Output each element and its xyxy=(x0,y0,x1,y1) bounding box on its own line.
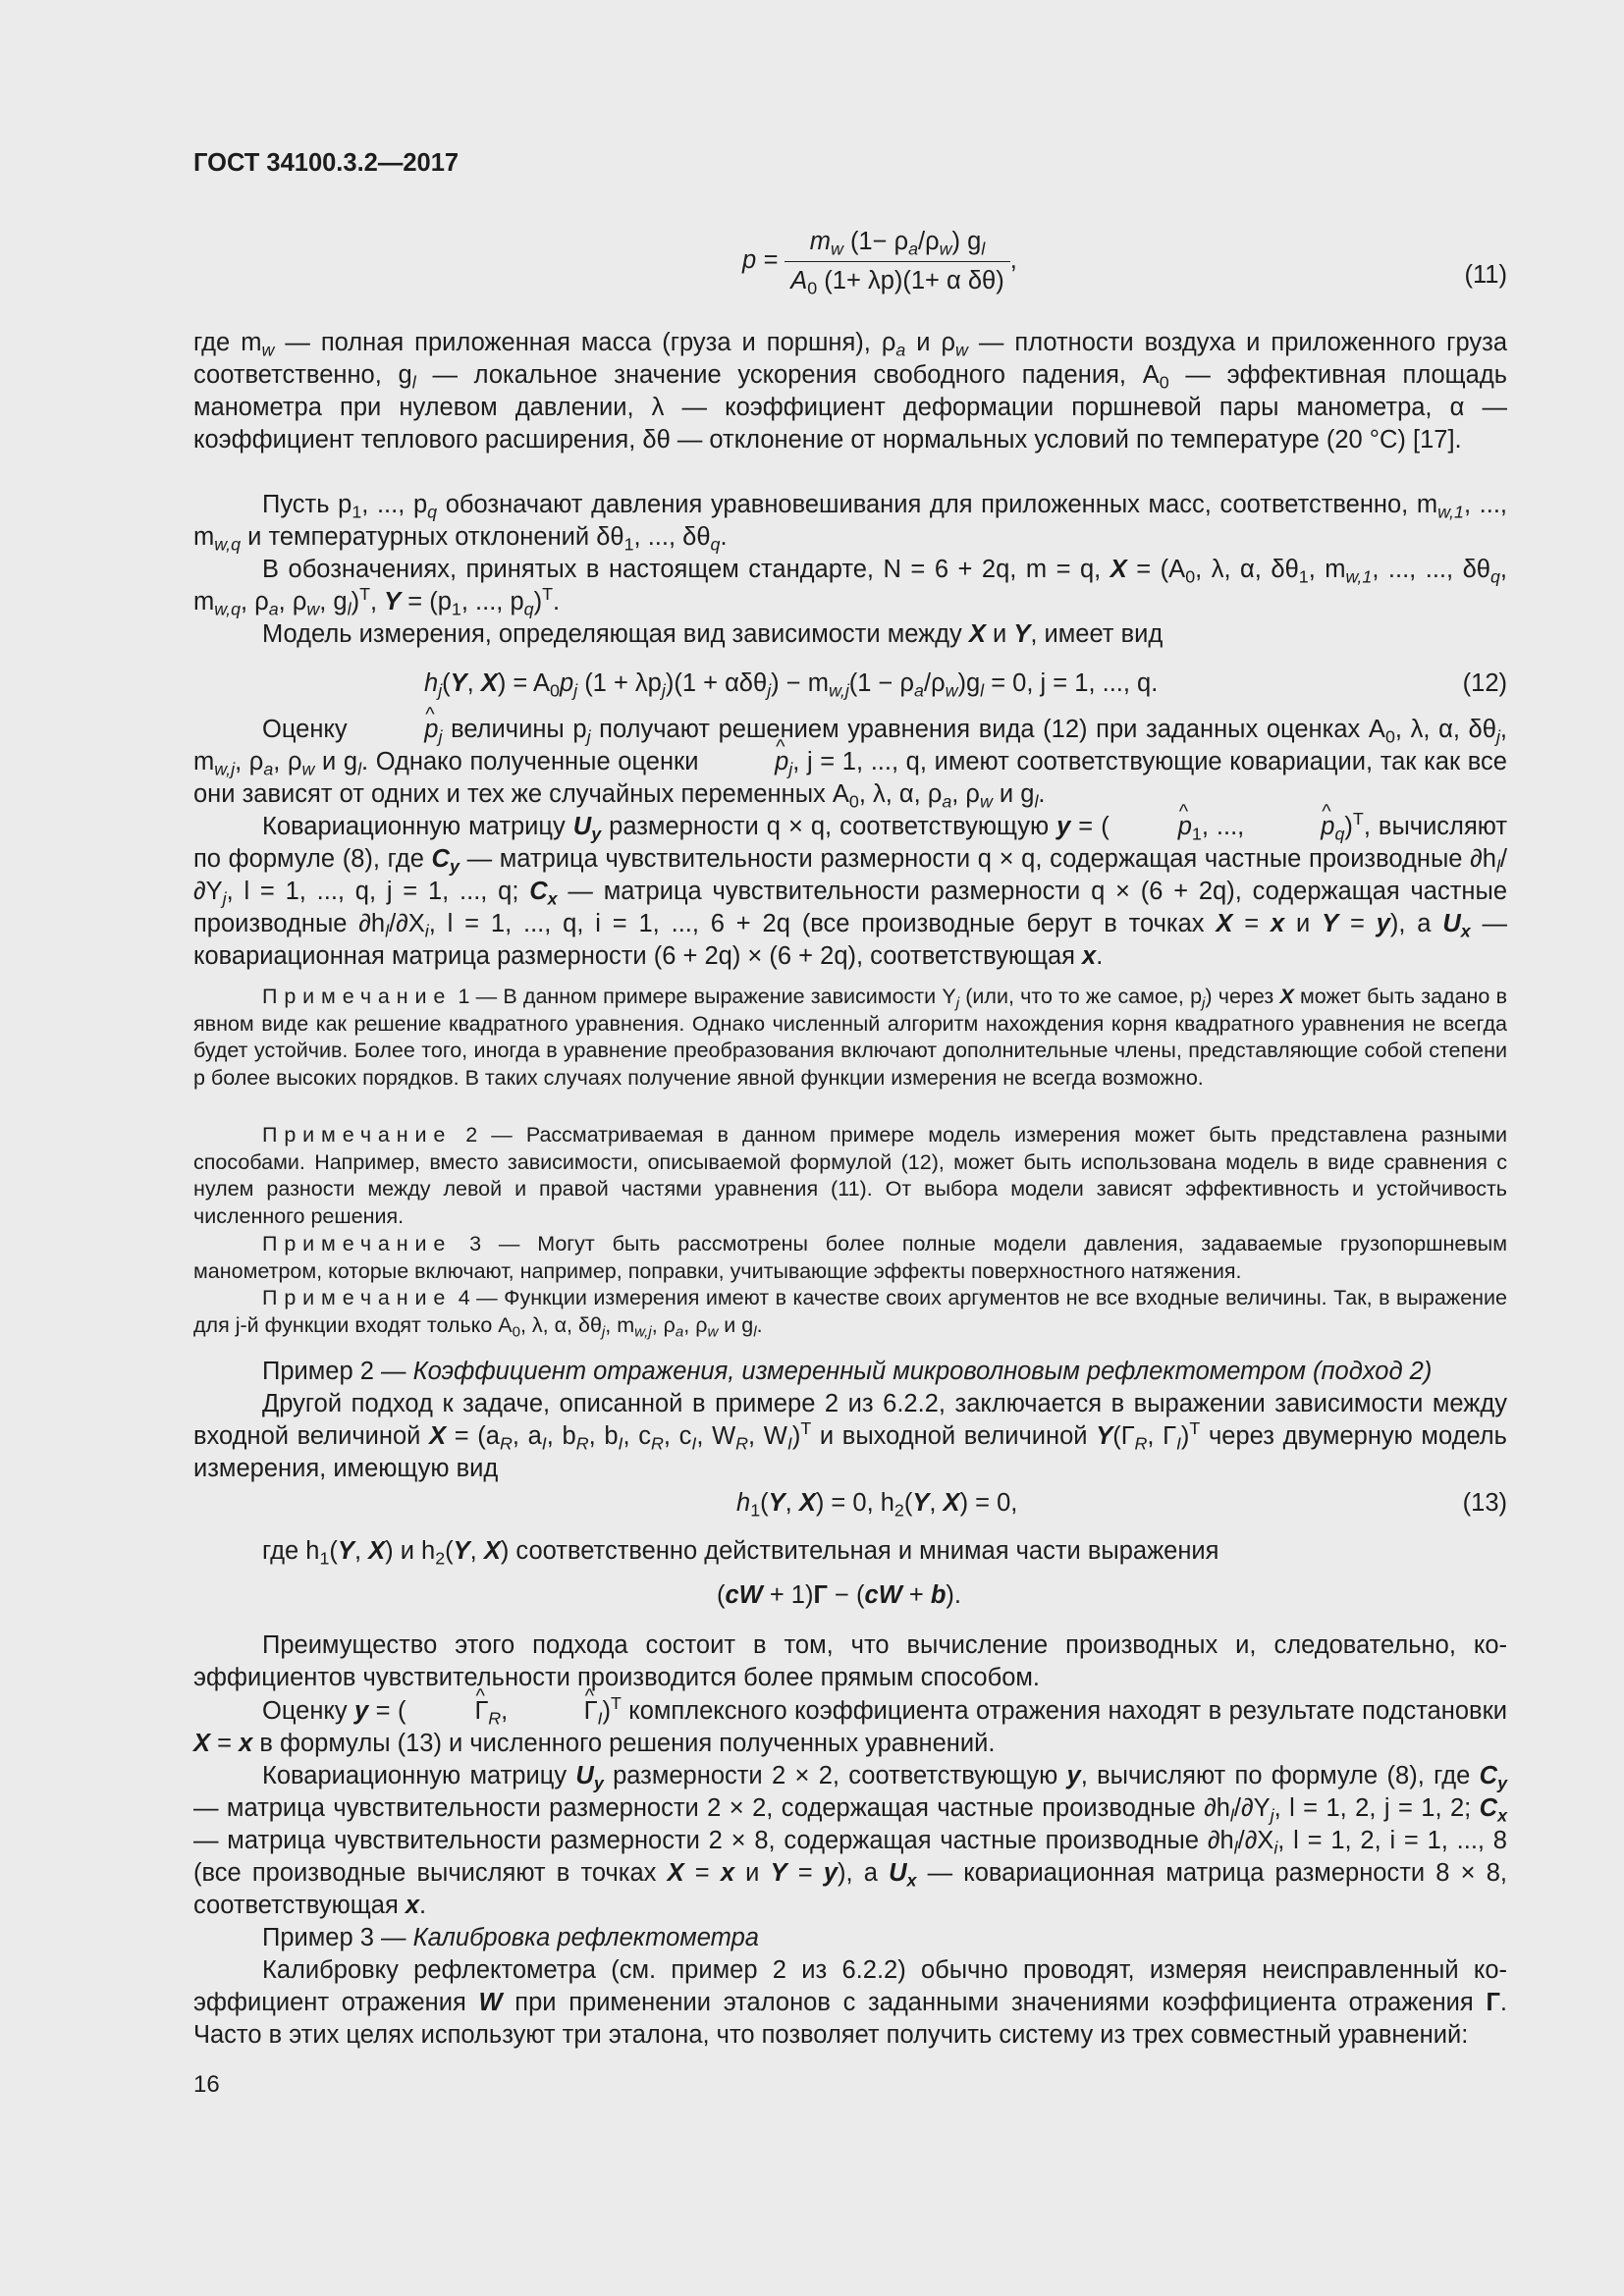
paragraph-let-p: Пусть $p_1$, ..., $p_q$ обозначают давления уравновешивания для приложенных масс, соответственно, $m_{w,1}$, ..., $m_{w,q}$ и температурных отклонений $\delta\theta_1$, ..., $\delta\theta_q$. xyxy=(193,491,1507,555)
paragraph-covariance-2x2: Ковариационную матрицу $U_y$ размерности 2 × 2, соответствующую y, вычисляют по формуле (8), где $C_y$ — матрица чувствительности размерности 2 × 2, содержащая частные производные $\partial h_l/\partial Y_j$, l = 1, 2, j = 1, 2; $C_x$ — матрица чувствительности размерности 2 × 8, содержащая частные производные $\partial h_l/\partial X_i$, l = 1, 2, i = 1, ..., 8 (все производные вычисляют в точках X = x и Y = y), а $U_x$ — ковариационная матрица размерности 8 × 8, соответствующая x. xyxy=(193,1762,1507,1919)
page-header: ГОСТ 34100.3.2—2017 xyxy=(193,149,460,177)
equation-13: $h_1(Y$, X) = 0, $h_2(Y$, X) = 0, xyxy=(736,1489,1018,1521)
equation-number-12: (12) xyxy=(1462,669,1507,697)
paragraph-where-mw: где $m_w$ — полная приложенная масса (груза и поршня), $\rho_a$ и $\rho_w$ — плотности воздуха и приложенного груза соответственно, $g_l$ — локальное значение ускорения свободного падения, $A_0$ — эффективная площадь манометра при нулевом давлении, λ — коэффициент деформации поршневой пары манометра, α — коэффициент теплового расширения, δθ — отклонение от нормальных условий по температуре (20 °С) [17]. xyxy=(193,329,1508,454)
equation-number-11: (11) xyxy=(1464,261,1507,289)
note-2: Примечание 2 — Рассматриваемая в данном примере модель измерения может быть представлена разными способами. Например, вместо зависимости, описываемой формулой (12), может быть использована модель в виде сравнения с нулем разности между левой и правой частями уравнения (11). От выбора модели зависят эффективность и устойчивость численного решения. xyxy=(193,1123,1507,1228)
note-3: Примечание 3 — Могут быть рассмотрены более полные модели давления, задаваемые грузопоршневым манометром, которые включают, например, поправки, учитывающие эффекты поверхностного натяжения. xyxy=(193,1232,1507,1283)
paragraph-estimate-y: Оценку y = (^ $Г_R$, ^ $Г_I)^T$ комплексного коэффициента отражения находят в результате подстановки X = x в формулы (13) и численного решения полученных уравнений. xyxy=(193,1695,1507,1760)
equation-number-13: (13) xyxy=(1462,1489,1507,1517)
paragraph-model: Модель измерения, определяющая вид зависимости между X и Y, имеет вид xyxy=(262,620,1164,648)
equation-11: p = $\frac{m_w (1- \rho_a/\rho_w) g_l}{A_0 (1+ \lambda p)(1+ \alpha \delta\theta)}$ , xyxy=(742,228,1017,298)
paragraph-advantage: Преимущество этого подхода состоит в том, что вычисление производных и, следовательно, коэффициентов чувствительности производится более прямым способом. xyxy=(193,1631,1507,1691)
paragraph-notation: В обозначениях, принятых в настоящем стандарте, N = 6 + 2q, m = q, $X = (A_0$, λ, α, $\delta\theta_1$, $m_{w,1}$, ..., ..., $\delta\theta_q$, $m_{w,q}$, $\rho_a$, $\rho_w$, $g_l)^T$, $Y = (p_1$, ..., $p_q)^T$. xyxy=(193,556,1508,619)
equation-12: $h_j(Y$, $X) = A_0p_j$ $(1 + \lambda p_j)(1 + \alpha\delta\theta_j) - m_{w,j}(1 - \rho_a/\rho_w)g_l = 0$, j = 1, ..., q. xyxy=(424,669,1159,701)
expression-cw-gamma: (cW + 1)Г − (cW + b). xyxy=(717,1581,961,1609)
example-2-title: Пример 2 — Коэффициент отражения, измеренный микроволновым рефлектометром (подход 2) xyxy=(262,1358,1433,1385)
note-4: Примечание 4 — Функции измерения имеют в качестве своих аргументов не все входные величины. Так, в выражение для j-й функции входят только $A_0$, λ, α, $\delta\theta_j$, $m_{w,j}$, $\rho_a$, $\rho_w$ и $g_l$. xyxy=(193,1286,1507,1340)
page-number: 16 xyxy=(193,2071,220,2098)
paragraph-calibration: Калибровку рефлектометра (см. пример 2 из 6.2.2) обычно проводят, измеряя неисправленный коэффициент отражения W при применении эталонов с заданными значениями коэффициента отражения Г. Часто в этих целях используют три эталона, что позволяет получить систему из трех совместный уравнений: xyxy=(193,1956,1507,2049)
paragraph-covariance-uy: Ковариационную матрицу $U_y$ размерности q × q, соответствующую y = (^ $p_1$, ..., ^ $p_q)^T$, вычисляют по формуле (8), где $C_y$ — матрица чувствительности размерности q × q, содержащая частные производные $\partial h_l/\partial Y_j$, l = 1, ..., q, j = 1, ..., q; $C_x$ — матрица чувствительности размерности q × (6 + 2q), содержащая частные производные $\partial h_l/\partial X_i$, l = 1, ..., q, i = 1, ..., 6 + 2q (все производные берут в точках X = x и Y = y), а $U_x$ — ковариационная матрица размерности (6 + 2q) × (6 + 2q), соответствующая x. xyxy=(193,811,1507,973)
example-3-title: Пример 3 — Калибровка рефлектометра xyxy=(262,1924,759,1951)
paragraph-where-h1-h2: где $h_1(Y$, X) и $h_2(Y$, X) соответственно действительная и мнимая части выражения xyxy=(262,1537,1219,1569)
paragraph-another-approach: Другой подход к задаче, описанной в примере 2 из 6.2.2, заключается в выражении зависимости между входной величиной $X = (a_R$, $a_I$, $b_R$, $b_I$, $c_R$, $c_I$, $W_R$, $W_I)^T$ и выходной величиной $Y(Г_R$, $Г_I)^T$ через двумерную модель измерения, имеющую вид xyxy=(193,1390,1507,1482)
note-1: Примечание 1 — В данном примере выражение зависимости $Y_j$ (или, что то же самое, $p_j$) через X может быть задано в явном виде как решение квадратного уравнения. Однако численный алгоритм нахождения корня квадратного уравнения не всегда будет устойчив. Более того, иногда в уравнение преобразования включают дополнительные члены, представляющие собой степени p более высоких порядков. В таких случаях получение явной функции измерения не всегда возможно. xyxy=(193,985,1507,1090)
paragraph-estimate-pj: Оценку ^ $p_j$ величины $p_j$ получают решением уравнения вида (12) при заданных оценках $A_0$, λ, α, $\delta\theta_j$, $m_{w,j}$, $\rho_a$, $\rho_w$ и $g_l$. Однако полученные оценки ^ $p_j$, j = 1, ..., q, имеют соответствующие ковариации, так как все они зависят от одних и тех же случайных переменных $A_0$, λ, α, $\rho_a$, $\rho_w$ и $g_l$. xyxy=(193,714,1507,811)
